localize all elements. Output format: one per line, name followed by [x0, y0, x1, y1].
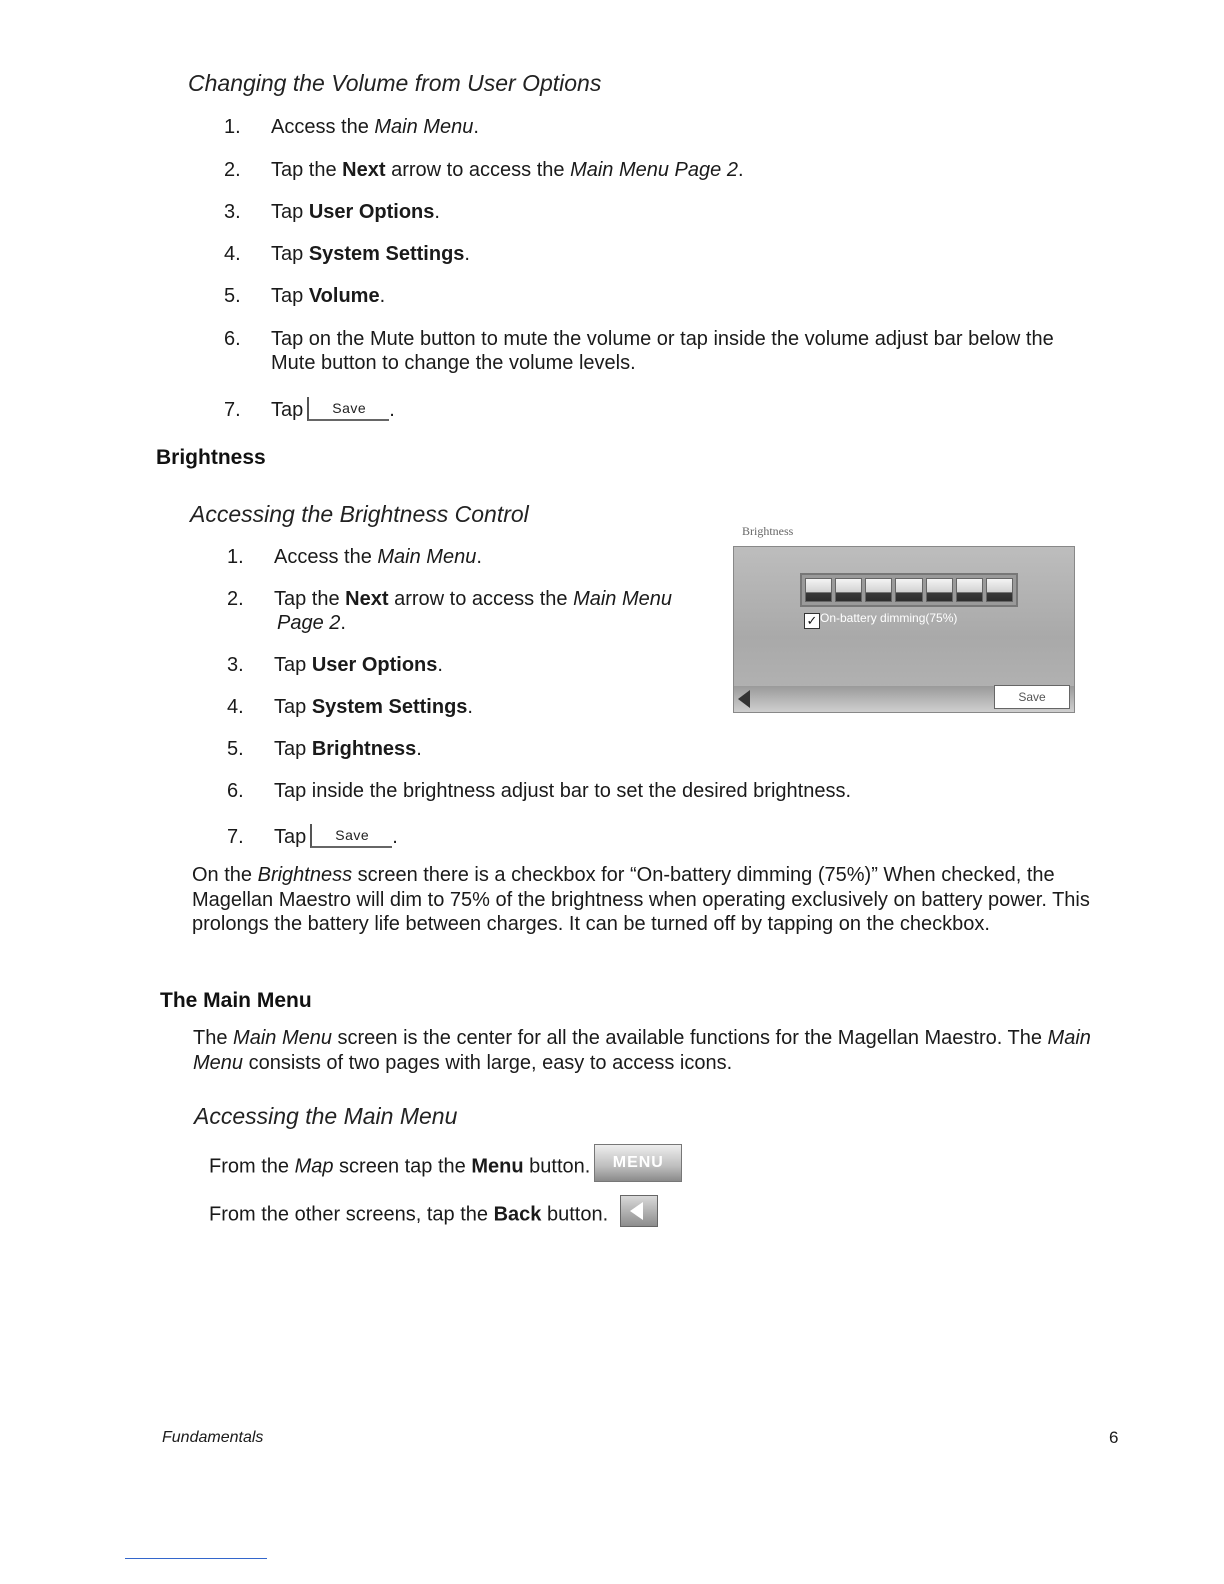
- brightness-segment: [835, 578, 862, 602]
- accessing-main-menu-subheading: Accessing the Main Menu: [194, 1103, 458, 1129]
- page-number: 6: [1109, 1428, 1119, 1447]
- brightness-adjust-bar[interactable]: [800, 573, 1018, 607]
- step-number: 3.: [224, 201, 241, 223]
- step-number: 3.: [227, 654, 244, 676]
- main-menu-heading: The Main Menu: [160, 989, 312, 1012]
- step-number: 6.: [227, 780, 244, 802]
- main-menu-intro: The Main Menu screen is the center for all the available functions for the Magellan Maestro. The Main Menu consists of two pages with large, easy to access icons.: [193, 1027, 1091, 1074]
- on-battery-dimming-checkbox[interactable]: ✓: [804, 613, 820, 629]
- step-number: 5.: [227, 738, 244, 760]
- step-number: 7.: [224, 399, 241, 421]
- brightness-screenshot: [733, 546, 1075, 713]
- brightness-segment: [895, 578, 922, 602]
- brightness-segment: [865, 578, 892, 602]
- back-button-instruction: From the other screens, tap the Back button.: [209, 1199, 658, 1231]
- menu-button[interactable]: MENU: [594, 1144, 682, 1182]
- save-button[interactable]: Save: [310, 824, 392, 848]
- step-number: 6.: [224, 328, 241, 350]
- step-number: 4.: [224, 243, 241, 265]
- step-number: 1.: [227, 546, 244, 568]
- step-number: 7.: [227, 826, 244, 848]
- back-button[interactable]: [620, 1195, 658, 1227]
- step-number: 2.: [224, 159, 241, 181]
- brightness-subheading: Accessing the Brightness Control: [190, 501, 529, 527]
- step-number: 4.: [227, 696, 244, 718]
- screen-save-button[interactable]: Save: [994, 685, 1070, 709]
- step-number: 5.: [224, 285, 241, 307]
- brightness-segment: [805, 578, 832, 602]
- brightness-segment: [926, 578, 953, 602]
- back-arrow-icon[interactable]: [738, 690, 750, 708]
- volume-step: 6. Tap on the Mute button to mute the volume or tap inside the volume adjust bar below the Mute button to change the volume levels.: [224, 328, 1054, 374]
- back-arrow-icon: [630, 1202, 643, 1220]
- step-number: 1.: [224, 116, 241, 138]
- checkbox-label: On-battery dimming(75%): [820, 611, 958, 625]
- footer-rule: [125, 1558, 267, 1559]
- footer-section-name: Fundamentals: [162, 1429, 264, 1446]
- brightness-step: 2. Tap the Next arrow to access the Main Menu Page 2.: [227, 588, 672, 634]
- save-button[interactable]: Save: [307, 397, 389, 421]
- step-number: 2.: [227, 588, 244, 610]
- screenshot-caption: Brightness: [742, 524, 794, 538]
- volume-subheading: Changing the Volume from User Options: [188, 70, 602, 96]
- brightness-segment: [986, 578, 1013, 602]
- screen-bottom-bar: [734, 686, 1074, 712]
- menu-button-instruction: From the Map screen tap the Menu button. MENU: [209, 1148, 682, 1186]
- brightness-heading: Brightness: [156, 446, 266, 469]
- brightness-segment: [956, 578, 983, 602]
- brightness-note: On the Brightness screen there is a checkbox for “On-battery dimming (75%)” When checked, the Magellan Maestro will dim to 75% of the brightness when operating exclusively on battery power. This prolongs the battery life between charges. It can be turned off by tapping on the checkbox.: [192, 864, 1090, 935]
